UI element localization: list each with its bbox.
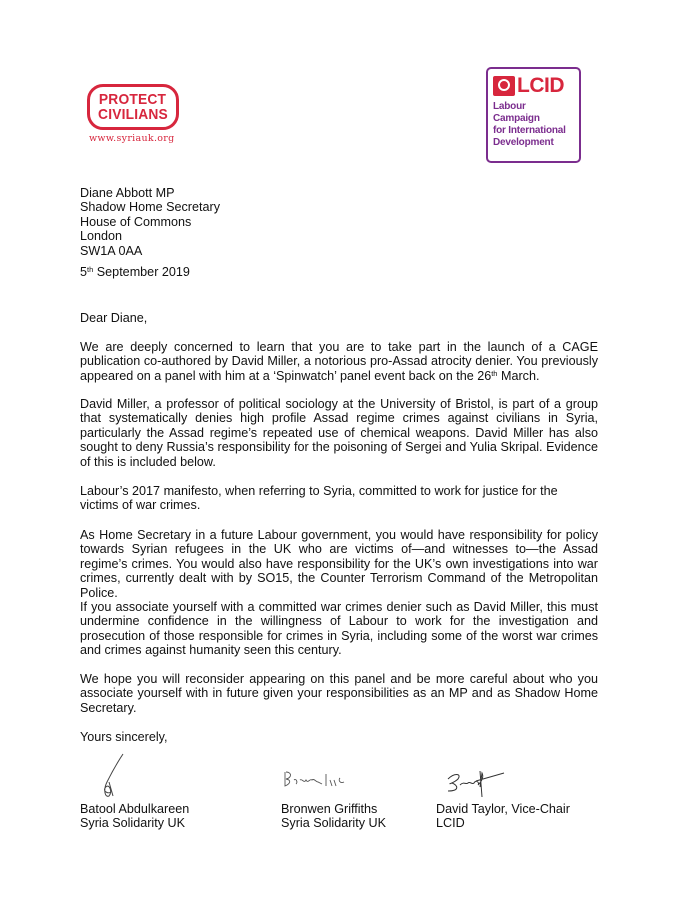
paragraph-5: If you associate yourself with a committed war crimes denier such as David Miller, this must undermine confidence in the willingness of Labour to work for the investigation and prosecution of those responsible for crimes in Syria, including some of the worst war crimes and crimes against humanity seen this century.: [80, 600, 598, 658]
signature-bronwen-icon: [282, 768, 352, 790]
signature-david-icon: [440, 763, 510, 798]
signatory-3: [436, 802, 570, 831]
signatory-2: [281, 802, 386, 831]
paragraph-2: David Miller, a professor of political sociology at the University of Bristol, is part of a group that systematically denies high profile Assad regime crimes against civilians in Syria, particularly the Assad regime’s repeated use of chemical weapons. David Miller has also sought to deny Russia’s responsibility for the poisoning of Sergei and Yulia Skripal. Evidence of this is included below.: [80, 397, 598, 469]
signatory-1: [80, 802, 189, 831]
paragraph-text: March.: [497, 368, 540, 383]
address-line: SW1A 0AA: [80, 243, 143, 258]
paragraph-1: [80, 340, 598, 383]
address-line: Shadow Home Secretary: [80, 200, 220, 215]
paragraph-4: As Home Secretary in a future Labour government, you would have responsibility for policy towards Syrian refugees in the UK who are victims of—and witnesses to—the Assad regime’s crimes. You would also have responsibility for the UK’s own investigations into war crimes, currently dealt with by SO15, the Counter Terrorism Command of the Metropolitan Police.: [80, 528, 598, 600]
letter-date: [80, 265, 598, 279]
signatory-name: Batool Abdulkareen: [80, 802, 190, 816]
date-month-year: September 2019: [93, 265, 190, 279]
address-line: Diane Abbott MP: [80, 186, 175, 200]
address-line: House of Commons: [80, 214, 192, 229]
signature-batool-icon: [95, 752, 135, 802]
ordinal-suffix: th: [491, 368, 498, 378]
date-day: 5: [80, 265, 88, 279]
signatory-org: Syria Solidarity UK: [80, 816, 185, 831]
closing: Yours sincerely,: [80, 730, 168, 744]
protect-civilians-badge: [87, 84, 179, 130]
lcid-subtitle-line: Labour Campaign: [493, 101, 540, 124]
lcid-subtitle: [493, 101, 574, 149]
signatory-org: Syria Solidarity UK: [281, 816, 386, 831]
date-suffix: th: [87, 265, 94, 274]
paragraph-text: We are deeply concerned to learn that you are to take part in the launch of a CAGE publication co-authored by David Miller, a notorious pro-Assad atrocity denier. You previously appeared on a panel with him at a ‘Spinwatch’ panel event back on the 26: [80, 340, 598, 383]
labour-rose-icon: [493, 76, 515, 96]
paragraph-6: We hope you will reconsider appearing on this panel and be more careful about who you associate yourself with in future given your responsibilities as an MP and as Shadow Home Secretary.: [80, 672, 598, 715]
salutation: Dear Diane,: [80, 311, 148, 325]
recipient-address: [80, 186, 598, 258]
address-line: London: [80, 229, 123, 244]
signatory-org: LCID: [436, 816, 465, 831]
lcid-logo: [486, 67, 581, 163]
logo-text-civilians: CIVILIANS: [98, 106, 168, 123]
protect-civilians-logo: [87, 84, 187, 144]
signatory-name: Bronwen Griffiths: [281, 802, 378, 816]
lcid-subtitle-line: Development: [493, 137, 554, 148]
paragraph-3: Labour’s 2017 manifesto, when referring to Syria, committed to work for justice for the victims of war crimes.: [80, 484, 558, 513]
signatory-name: David Taylor, Vice-Chair: [436, 802, 570, 816]
lcid-subtitle-line: for International: [493, 125, 566, 136]
logo-text-protect: PROTECT: [99, 91, 167, 108]
lcid-wordmark: LCID: [517, 74, 564, 97]
logo-url: www.syriauk.org: [89, 133, 175, 144]
